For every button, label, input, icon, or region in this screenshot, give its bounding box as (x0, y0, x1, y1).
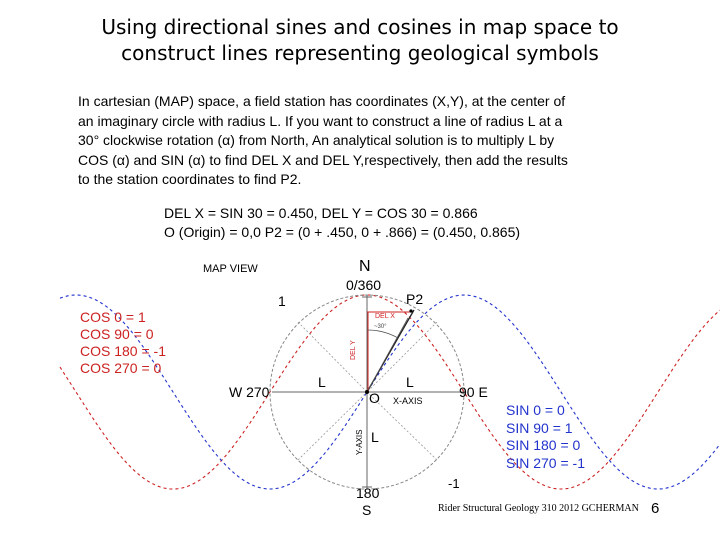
cosine-value: COS 90 = 0 (80, 326, 154, 342)
alpha-label: ~30° (374, 324, 387, 330)
alpha-arc (367, 330, 398, 338)
map-view-label: MAP VIEW (203, 263, 258, 275)
l-bottom-label: L (371, 429, 379, 445)
sine-value: SIN 90 = 1 (506, 419, 573, 436)
p2-point (409, 309, 412, 312)
intro-line: to the station coordinates to find P2. (78, 171, 302, 187)
west-label: W 270 (229, 384, 270, 400)
calc-line-2: O (Origin) = 0,0 P2 = (0 + .450, 0 + .866) = (0.450, 0.865) (164, 224, 521, 240)
p2-label: P2 (406, 291, 424, 307)
south-label: S (362, 502, 372, 518)
north-degree-label: 0/360 (346, 277, 382, 293)
sine-value: SIN 180 = 0 (506, 437, 581, 453)
intro-line: COS (α) and SIN (α) to find DEL X and DEL Y,respectively, then add the results (78, 151, 568, 168)
l-left-label: L (318, 374, 326, 390)
intro-line: 30° clockwise rotation (α) from North, An analytical solution is to multiply L by (78, 132, 555, 148)
title-line-2: construct lines representing geological symbols (121, 41, 599, 65)
calc-line-1: DEL X = SIN 30 = 0.450, DEL Y = COS 30 = 0.866 (164, 205, 478, 221)
x-axis-label: X-AXIS (393, 396, 423, 406)
del-y-label: DEL Y (350, 340, 357, 360)
intro-line: an imaginary circle with radius L. If you want to construct a line of radius L at a (78, 112, 563, 129)
l-right-label: L (406, 374, 414, 390)
south-degree-label: 180 (356, 485, 380, 501)
title-line-1: Using directional sines and cosines in map space to (101, 15, 619, 39)
sine-value: SIN 270 = -1 (506, 454, 585, 471)
sine-values-list (506, 402, 585, 472)
cosine-value: COS 270 = 0 (80, 360, 162, 376)
cosine-value: COS 0 = 1 (80, 309, 146, 325)
sine-value: SIN 0 = 0 (506, 402, 565, 418)
north-label: N (359, 258, 371, 275)
del-x-label: DEL X (375, 313, 395, 320)
one-label: 1 (278, 293, 286, 309)
intro-line: In cartesian (MAP) space, a field station has coordinates (X,Y), at the center of (78, 93, 566, 109)
east-label: 90 E (459, 384, 488, 400)
cosine-value: COS 180 = -1 (80, 343, 166, 359)
diagonal-line (367, 322, 437, 392)
cosine-values-list (80, 309, 166, 377)
footer-credit: Rider Structural Geology 310 2012 GCHERMAN (438, 503, 639, 514)
page-number: 6 (651, 500, 660, 517)
origin-label: O (369, 390, 380, 406)
minus-one-label: -1 (448, 476, 460, 491)
y-axis-label: Y-AXIS (355, 429, 364, 455)
